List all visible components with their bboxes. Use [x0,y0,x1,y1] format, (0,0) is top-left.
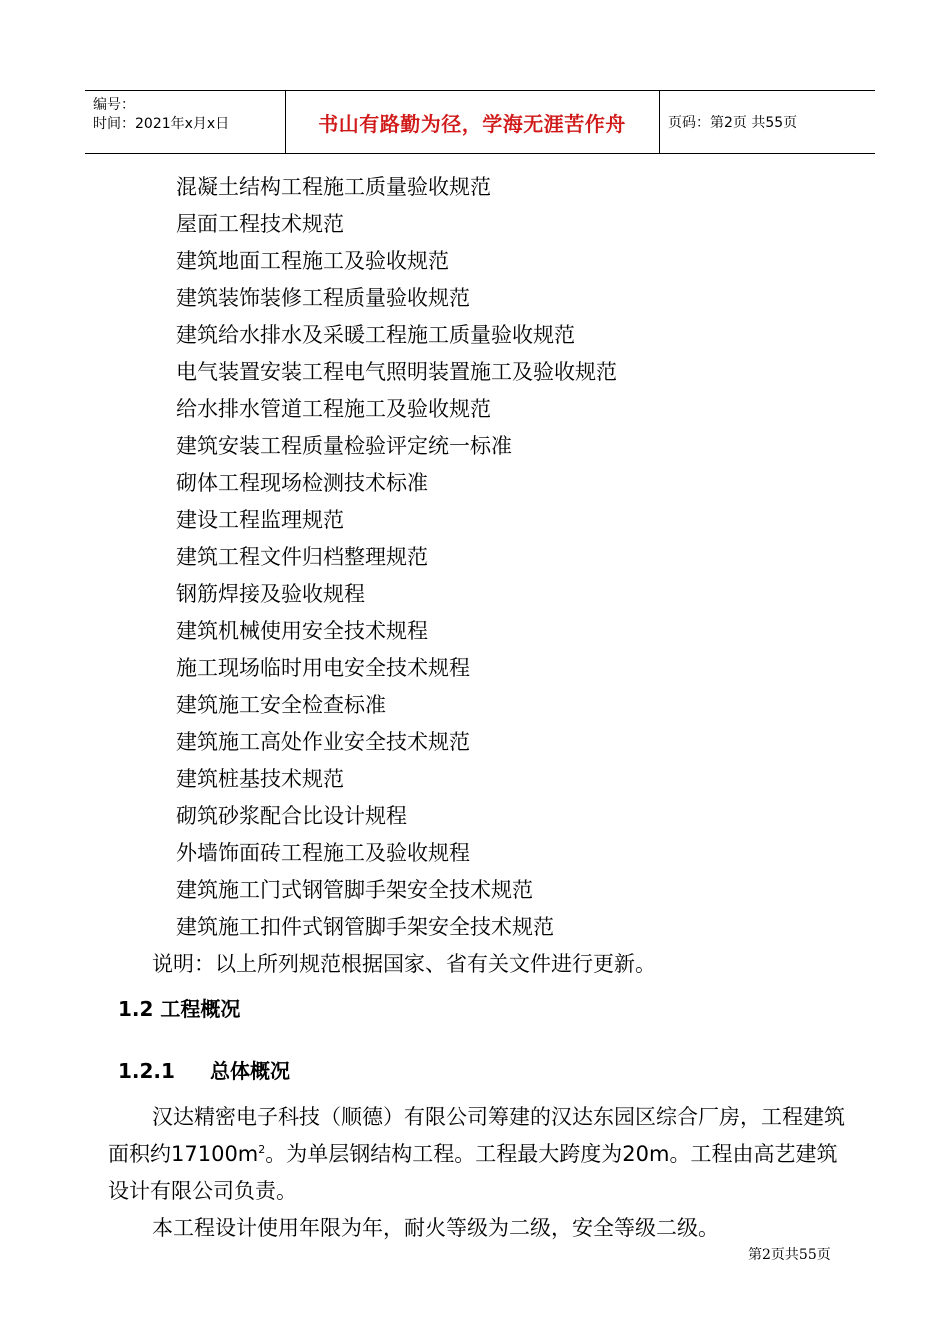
standard-item: 屋面工程技术规范 [176,212,344,236]
standard-item: 建筑给水排水及采暖工程施工质量验收规范 [176,323,575,347]
standard-item: 钢筋焊接及验收规程 [176,582,365,606]
subsection-number: 1.2.1 [118,1059,175,1083]
standard-item: 建筑装饰装修工程质量验收规范 [176,286,470,310]
standard-item: 建筑施工安全检查标准 [176,693,386,717]
standard-item: 混凝土结构工程施工质量验收规范 [176,175,491,199]
standard-item: 砌体工程现场检测技术标准 [176,471,428,495]
area-unit-superscript: 2 [258,1143,266,1156]
document-number-label: 编号： [93,97,135,113]
standard-item: 建筑施工高处作业安全技术规范 [176,730,470,754]
standards-list [176,169,617,946]
standard-item: 砌筑砂浆配合比设计规程 [176,804,407,828]
standard-item: 施工现场临时用电安全技术规程 [176,656,470,680]
page-footer: 第2页共55页 [748,1247,831,1263]
subsection-title: 总体概况 [210,1059,290,1083]
standard-item: 建设工程监理规范 [176,508,344,532]
standard-item: 建筑施工扣件式钢管脚手架安全技术规范 [176,915,554,939]
header-motto-cell [285,91,660,153]
standard-item: 给水排水管道工程施工及验收规范 [176,397,491,421]
update-note: 说明：以上所列规范根据国家、省有关文件进行更新。 [152,952,656,976]
design-life-paragraph: 本工程设计使用年限为年，耐火等级为二级，安全等级二级。 [152,1216,719,1240]
standard-item: 建筑工程文件归档整理规范 [176,545,428,569]
standard-item: 建筑机械使用安全技术规程 [176,619,428,643]
standard-item: 电气装置安装工程电气照明装置施工及验收规范 [176,360,617,384]
standard-item: 建筑桩基技术规范 [176,767,344,791]
overview-text-b: 。为单层钢结构工程。工程最大跨度为20m。工程由高艺建筑设计有限公司负责。 [108,1142,838,1203]
header-page-cell [660,91,875,153]
page-header [85,90,875,154]
standard-item: 外墙饰面砖工程施工及验收规程 [176,841,470,865]
subsection-heading [118,1055,290,1087]
standard-item: 建筑施工门式钢管脚手架安全技术规范 [176,878,533,902]
section-heading: 1.2 工程概况 [118,997,241,1021]
header-page-info: 页码：第2页 共55页 [668,115,798,131]
header-motto: 书山有路勤为径，学海无涯苦作舟 [318,111,626,136]
standard-item: 建筑地面工程施工及验收规范 [176,249,449,273]
header-left-cell [85,91,286,153]
document-time-label: 时间：2021年x月x日 [93,116,230,132]
standard-item: 建筑安装工程质量检验评定统一标准 [176,434,512,458]
overview-text-a: 汉达精密电子科技（顺德）有限公司筹建的汉达东园区综合厂房，工程建筑面积约17100m [108,1105,845,1166]
overview-paragraph [108,1099,858,1210]
